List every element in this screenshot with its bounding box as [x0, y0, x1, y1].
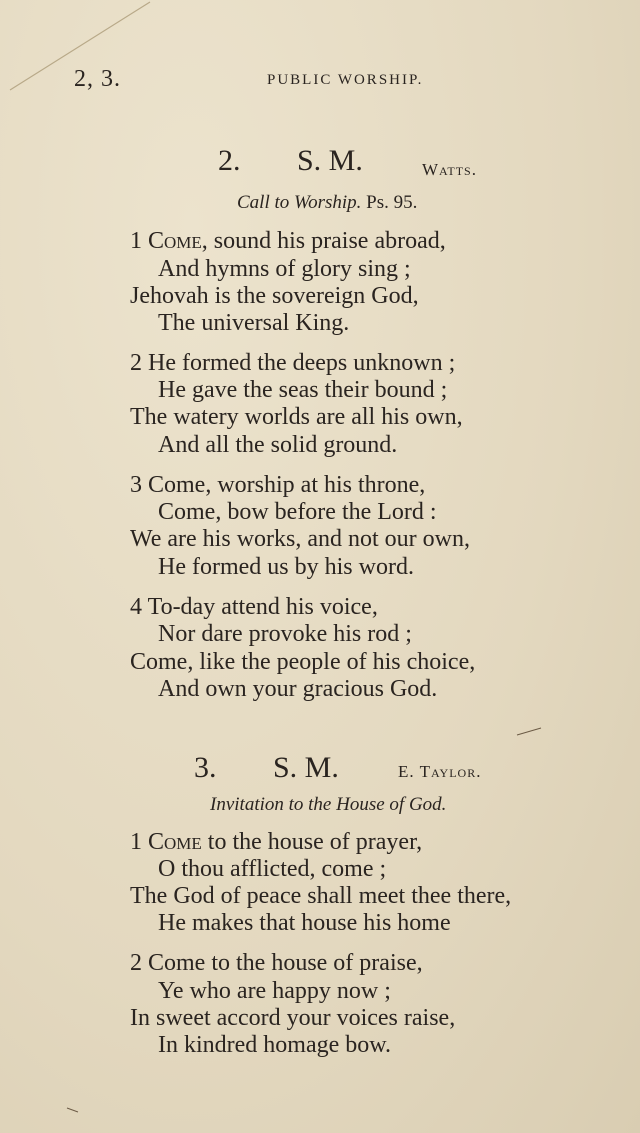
first-word: Come, — [148, 228, 208, 254]
stanza-line: And hymns of glory sing ; — [158, 256, 411, 282]
hymn-author: Watts. — [422, 160, 477, 179]
stanza-line: He gave the seas their bound ; — [158, 377, 448, 403]
hymn-title-text: Call to Worship. — [237, 192, 362, 213]
hymn-number: 3. — [194, 751, 217, 784]
hymn-number: 2. — [218, 144, 241, 177]
stanza-line: Come, like the people of his choice, — [130, 649, 476, 675]
hymn-author: E. Taylor. — [398, 762, 482, 781]
stanza-line: He makes that house his home — [158, 910, 451, 936]
stanza-line: In sweet accord your voices raise, — [130, 1005, 456, 1031]
stanza-line: Jehovah is the sovereign God, — [130, 283, 419, 309]
stanza-line: The watery worlds are all his own, — [130, 404, 463, 430]
stanza-line: 1 Come to the house of prayer, — [130, 829, 423, 855]
running-title: PUBLIC WORSHIP. — [267, 72, 424, 88]
stanza-line: Come, bow before the Lord : — [158, 499, 437, 525]
stanza-line: We are his works, and not our own, — [130, 526, 470, 552]
stanza-line: 1 Come, sound his praise abroad, — [130, 228, 446, 254]
stanza-number: 2 — [130, 350, 142, 376]
stanza-line: 4 To-day attend his voice, — [130, 594, 378, 620]
scripture-reference: Ps. 95. — [366, 192, 418, 213]
stanza-line: Ye who are happy now ; — [158, 978, 391, 1004]
stanza-number: 2 — [130, 950, 142, 976]
stanza-line: O thou afflicted, come ; — [158, 856, 387, 882]
hymn-title — [237, 192, 417, 214]
stanza-line: The universal King. — [158, 310, 350, 336]
first-word: Come — [148, 829, 202, 855]
stanza-number: 1 — [130, 228, 142, 254]
stanza-line: 2 He formed the deeps unknown ; — [130, 350, 456, 376]
stanza-line: In kindred homage bow. — [158, 1032, 392, 1058]
stanza-line: And all the solid ground. — [158, 432, 398, 458]
stanza-number: 1 — [130, 829, 142, 855]
hymn-title: Invitation to the House of God. — [210, 794, 447, 815]
stanza-number: 3 — [130, 472, 142, 498]
ink-mark — [66, 1106, 80, 1114]
stanza-line: 2 Come to the house of praise, — [130, 950, 423, 976]
stanza-number: 4 — [130, 594, 142, 620]
stanza-line: 3 Come, worship at his throne, — [130, 472, 426, 498]
stanza-line: He formed us by his word. — [158, 554, 414, 580]
page-numbers: 2, 3. — [74, 66, 121, 92]
ink-mark — [515, 725, 545, 737]
hymn-meter: S. M. — [273, 751, 339, 784]
hymn-meter: S. M. — [297, 144, 363, 177]
stanza-line: The God of peace shall meet thee there, — [130, 883, 512, 909]
stanza-line: Nor dare provoke his rod ; — [158, 621, 412, 647]
stanza-line: And own your gracious God. — [158, 676, 438, 702]
